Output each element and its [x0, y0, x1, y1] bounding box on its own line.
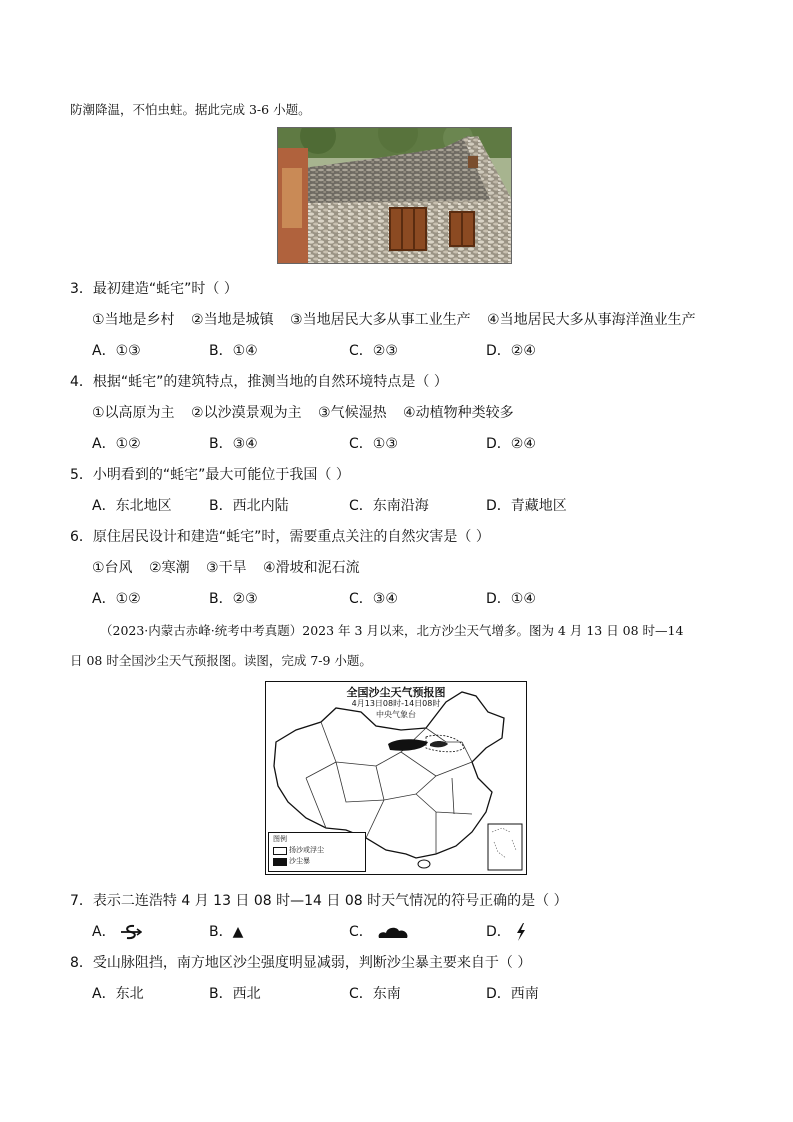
q8-stem: 8．受山脉阻挡，南方地区沙尘强度明显减弱，判断沙尘暴主要来自于（ ） [70, 955, 532, 971]
q8-option-d[interactable]: D．西南 [486, 986, 539, 1002]
q7-option-d-label: D． [486, 924, 511, 940]
q4-option-a[interactable]: A．①② [92, 436, 141, 452]
dust-weather-map [265, 681, 527, 875]
q3-stem: 3．最初建造“蚝宅”时（ ） [70, 281, 238, 297]
q3-option-a[interactable]: A．①③ [92, 343, 141, 359]
q3-item-1: ①当地是乡村 [92, 312, 175, 328]
q6-items [92, 558, 372, 578]
q8-option-b[interactable]: B．西北 [209, 986, 261, 1002]
q5-stem: 5．小明看到的“蚝宅”最大可能位于我国（ ） [70, 467, 350, 483]
q5-option-b[interactable]: B．西北内陆 [209, 498, 289, 514]
q4-stem: 4．根据“蚝宅”的建筑特点，推测当地的自然环境特点是（ ） [70, 374, 448, 390]
q6-option-d[interactable]: D．①④ [486, 591, 536, 607]
q3-option-d[interactable]: D．②④ [486, 343, 536, 359]
map-title: 全国沙尘天气预报图 [346, 686, 446, 699]
legend-label-float-dust: 扬沙或浮尘 [289, 846, 324, 854]
intro-line: 防潮降温，不怕虫蛀。据此完成 3-6 小题。 [70, 102, 311, 117]
q4-option-c[interactable]: C．①③ [349, 436, 398, 452]
q3-items [92, 310, 708, 330]
context-line-2: 日 08 时全国沙尘天气预报图。读图，完成 7-9 小题。 [70, 653, 372, 668]
q6-option-b[interactable]: B．②③ [209, 591, 258, 607]
legend-title: 图例 [273, 835, 287, 843]
q4-option-d[interactable]: D．②④ [486, 436, 536, 452]
q7-option-c-label: C． [349, 924, 373, 940]
map-subtitle-date: 4月13日08时-14日08时 [351, 699, 441, 708]
lightning-icon [515, 923, 527, 941]
q7-option-a-label: A． [92, 924, 116, 940]
q5-option-d[interactable]: D．青藏地区 [486, 498, 567, 514]
q4-item-1: ①以高原为主 [92, 405, 175, 421]
cloud-icon [377, 925, 409, 939]
q3-item-2: ②当地是城镇 [191, 312, 274, 328]
q6-option-a[interactable]: A．①② [92, 591, 141, 607]
q6-item-1: ①台风 [92, 560, 133, 576]
q4-items [92, 403, 526, 423]
map-subtitle-agency: 中央气象台 [376, 710, 416, 719]
legend-swatch-dust-storm [273, 858, 287, 866]
q6-item-4: ④滑坡和泥石流 [263, 560, 360, 576]
q6-option-c[interactable]: C．③④ [349, 591, 398, 607]
q8-option-a[interactable]: A．东北 [92, 986, 144, 1002]
q3-item-3: ③当地居民大多从事工业生产 [290, 312, 471, 328]
context-line-1: （2023·内蒙古赤峰·统考中考真题）2023 年 3 月以来，北方沙尘天气增多。图为 4 月 13 日 08 时—14 [100, 623, 684, 638]
q6-item-2: ②寒潮 [149, 560, 190, 576]
legend-swatch-float-dust [273, 847, 287, 855]
q4-item-2: ②以沙漠景观为主 [191, 405, 302, 421]
oyster-house-photo [277, 127, 512, 264]
q6-item-3: ③干旱 [206, 560, 247, 576]
q8-option-c[interactable]: C．东南 [349, 986, 401, 1002]
q3-option-c[interactable]: C．②③ [349, 343, 398, 359]
q3-option-b[interactable]: B．①④ [209, 343, 258, 359]
q7-option-a[interactable] [92, 922, 142, 942]
q7-option-d[interactable] [486, 922, 527, 942]
q4-item-4: ④动植物种类较多 [403, 405, 514, 421]
q7-option-c[interactable] [349, 922, 409, 942]
q7-option-b[interactable]: B．▲ [209, 924, 244, 940]
q5-option-c[interactable]: C．东南沿海 [349, 498, 429, 514]
q5-option-a[interactable]: A．东北地区 [92, 498, 172, 514]
map-legend [268, 832, 366, 872]
q7-stem: 7．表示二连浩特 4 月 13 日 08 时—14 日 08 时天气情况的符号正确的是（ ） [70, 893, 568, 909]
q6-stem: 6．原住居民设计和建造“蚝宅”时，需要重点关注的自然灾害是（ ） [70, 529, 490, 545]
q4-item-3: ③气候湿热 [318, 405, 387, 421]
sandstorm-symbol-icon [120, 924, 142, 940]
q3-item-4: ④当地居民大多从事海洋渔业生产 [487, 312, 696, 328]
q4-option-b[interactable]: B．③④ [209, 436, 258, 452]
legend-label-dust-storm: 沙尘暴 [289, 857, 310, 865]
